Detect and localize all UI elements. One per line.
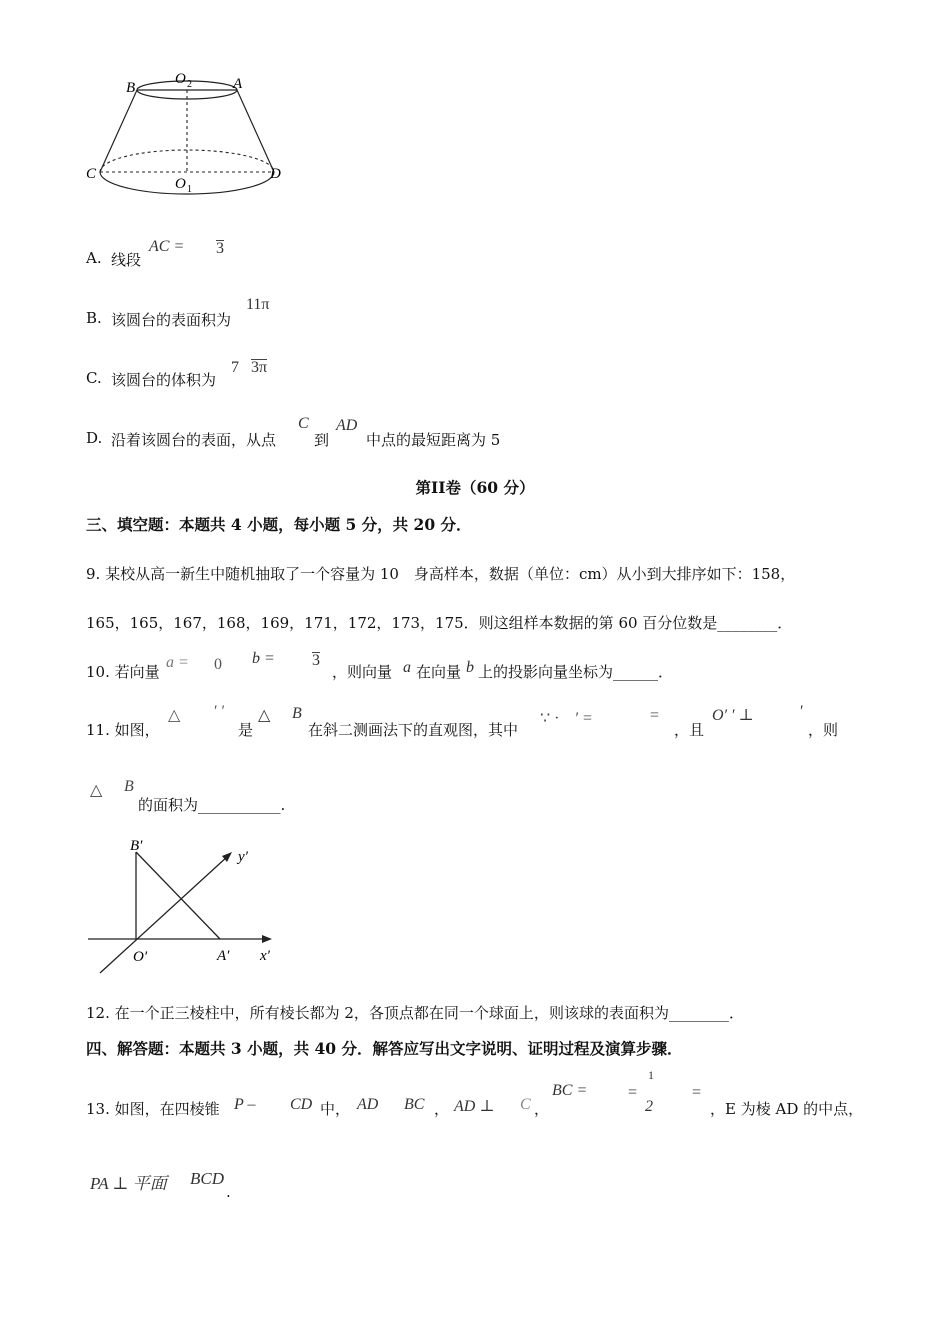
option-a — [86, 236, 386, 269]
segment-ba — [136, 852, 220, 939]
q13-eq2: = — [628, 1084, 638, 1101]
q11-line2 — [86, 778, 386, 814]
x-axis-arrow — [262, 935, 272, 943]
label-O1-sub: 1 — [187, 184, 192, 195]
q13-bceq: BC = — [552, 1082, 588, 1099]
option-a-math: AC = — [149, 238, 185, 255]
oblique-figure — [86, 830, 286, 976]
q9-line1: 9. 某校从高一新生中随机抽取了一个容量为 10 身高样本，数据（单位：cm）从小到大排序如下：158， — [86, 565, 796, 583]
q13-line2 — [86, 1165, 386, 1205]
option-d-text2: 到 — [314, 431, 330, 449]
q9-line2: 165，165，167，168，169，171，172，173，175．则这组样本数据的第 60 百分位数是________． — [86, 614, 793, 632]
generatrix-right — [237, 90, 274, 172]
label-D: D — [270, 166, 281, 182]
q10-a: a — [403, 659, 411, 676]
label-O-prime: O′ — [133, 949, 148, 965]
q10-b-expr: b = — [252, 650, 275, 667]
q10-a-val: 0 — [214, 656, 222, 673]
option-d-text1: 沿着该圆台的表面，从点 — [111, 431, 277, 449]
option-d-label: D. — [86, 429, 103, 447]
q13-frac-den: 2 — [645, 1098, 653, 1115]
option-c-value: 3π — [251, 359, 268, 376]
q13-comma2: ， — [534, 1100, 550, 1118]
option-b — [86, 296, 386, 329]
label-B: B — [126, 80, 136, 96]
option-c — [86, 356, 386, 389]
q13-suffix: ，E 为棱 AD 的中点， — [710, 1100, 864, 1118]
q13-frac-num: 1 — [648, 1068, 654, 1082]
q11-and: ，且 — [674, 721, 705, 739]
q13-line1 — [86, 1068, 876, 1128]
q13-line2-pa: PA ⊥ 平面 — [90, 1174, 167, 1193]
q10 — [86, 650, 786, 684]
q11-primes: ′ ′ — [214, 703, 225, 720]
label-B-prime: B′ — [130, 838, 143, 854]
q11-eq: = — [650, 707, 660, 724]
q11-tri2: △ — [258, 707, 271, 724]
q11-b: B — [292, 705, 302, 722]
q10-b-val: 3 — [312, 652, 320, 669]
q10-suffix: 上的投影向量坐标为______． — [478, 663, 674, 681]
q12: 12. 在一个正三棱柱中，所有棱长都为 2，各顶点都在同一个球面上，则该球的表面积为________． — [86, 1004, 744, 1022]
option-d-text3: 中点的最短距离为 5 — [366, 431, 501, 449]
label-O1: O — [175, 176, 186, 192]
q11-tri1: △ — [168, 707, 181, 724]
q11-line1 — [86, 703, 866, 743]
label-A-prime: A′ — [217, 948, 230, 964]
label-y-prime: y′ — [238, 849, 248, 865]
q11-line2-b: B — [124, 778, 134, 795]
label-O2: O — [175, 71, 186, 87]
part2-title: 第II卷（60 分） — [415, 478, 535, 497]
q13-zhong: 中， — [320, 1100, 351, 1118]
label-C: C — [86, 166, 97, 182]
option-b-value: 11π — [246, 296, 270, 313]
q11-perp: O′ ′ ⊥ — [712, 707, 754, 724]
section3-heading: 三、填空题：本题共 4 小题，每小题 5 分，共 20 分． — [86, 515, 472, 534]
label-O2-sub: 2 — [187, 79, 192, 90]
option-c-label: C. — [86, 369, 102, 387]
option-d — [86, 415, 586, 447]
q13-c: C — [520, 1096, 531, 1113]
option-d-segment: AD — [336, 417, 358, 434]
q11-line2-text: 的面积为___________. — [138, 796, 286, 814]
section4-heading: 四、解答题：本题共 3 小题，共 40 分．解答应写出文字说明、证明过程及演算步骤． — [86, 1039, 683, 1058]
q11-line2-tri: △ — [90, 782, 103, 799]
q13-prefix: 13. 如图，在四棱锥 — [86, 1100, 220, 1118]
q13-bc: BC — [404, 1096, 425, 1113]
q10-mid: ，则向量 — [332, 663, 393, 681]
q13-line2-end: . — [226, 1183, 231, 1201]
option-c-text: 该圆台的体积为 — [111, 371, 217, 389]
q10-mid2: 在向量 — [416, 663, 462, 681]
generatrix-left — [100, 90, 137, 172]
q11-is: 是 — [238, 721, 254, 739]
y-axis — [100, 856, 228, 973]
frustum-figure — [80, 68, 290, 198]
label-x-prime: x′ — [260, 948, 270, 964]
q13-comma: ， — [434, 1100, 450, 1118]
option-c-value-pre: 7 — [231, 359, 239, 376]
label-A: A — [233, 76, 243, 92]
q11-prime: ′ — [800, 703, 804, 720]
option-d-point: C — [298, 415, 309, 432]
q10-b: b — [466, 659, 474, 676]
option-b-text: 该圆台的表面积为 — [111, 311, 232, 329]
q13-eq3: = — [692, 1084, 702, 1101]
q11-then: ，则 — [808, 721, 839, 739]
option-a-value: 3 — [216, 240, 224, 257]
q13-cd: CD — [290, 1096, 313, 1113]
option-a-label: A. — [86, 249, 102, 267]
q11-cond: ∵ · ′ = — [540, 710, 593, 727]
option-b-label: B. — [86, 309, 102, 327]
q13-p: P – — [234, 1096, 256, 1113]
q13-line2-bcd: BCD — [190, 1169, 224, 1188]
q11-mid: 在斜二测画法下的直观图，其中 — [308, 721, 519, 739]
q10-prefix: 10. 若向量 — [86, 663, 160, 681]
q11-prefix: 11. 如图， — [86, 721, 160, 739]
option-a-text: 线段 — [111, 251, 142, 269]
q13-adperp: AD ⊥ — [454, 1098, 495, 1115]
q10-a-expr: a = — [166, 654, 189, 671]
q13-ad: AD — [357, 1096, 379, 1113]
